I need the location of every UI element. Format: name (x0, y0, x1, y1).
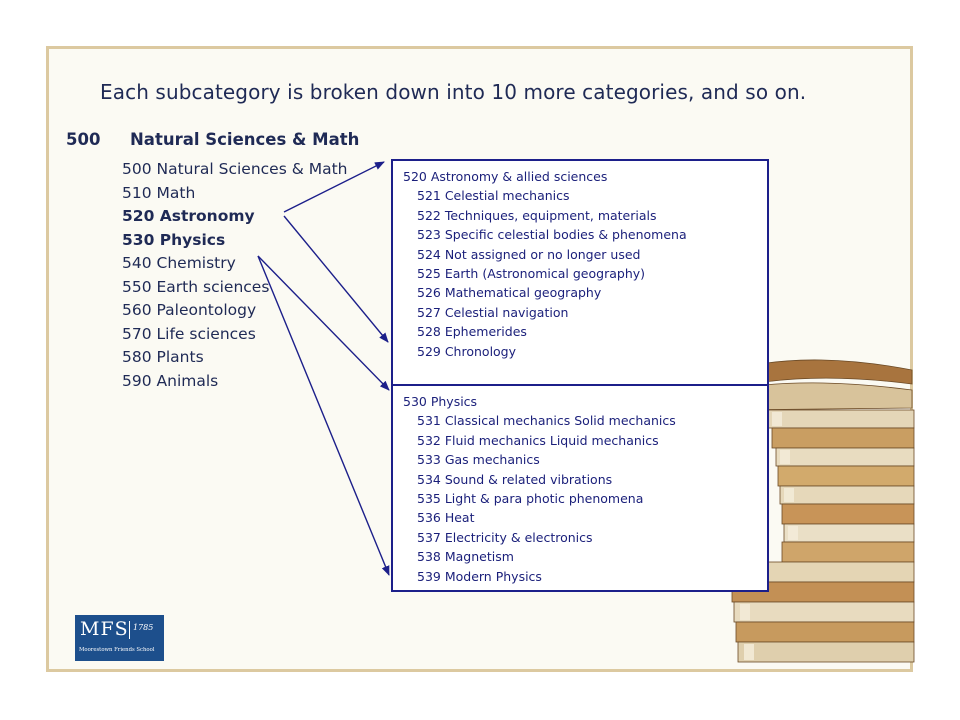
astronomy-subdivision-item: 522 Techniques, equipment, materials (417, 207, 657, 223)
subcategory-item: 560 Paleontology (122, 301, 257, 319)
logo-school-name: Moorestown Friends School (79, 647, 155, 653)
subcategory-item: 590 Animals (122, 371, 219, 390)
astronomy-subdivision-item: 525 Earth (Astronomical geography) (417, 266, 646, 282)
subcategory-item-physics: 530 Physics (122, 230, 226, 249)
arrow-physics-to-box-top (258, 256, 389, 390)
logo-divider (129, 621, 130, 639)
category-label: Natural Sciences & Math (130, 130, 360, 149)
slide-title: Each subcategory is broken down into 10 more categories, and so on. (100, 80, 807, 104)
school-logo (75, 615, 164, 661)
arrow-astronomy-to-box-bottom (284, 216, 388, 342)
physics-box-title: 530 Physics (403, 394, 478, 409)
physics-subdivision-item: 533 Gas mechanics (417, 452, 540, 468)
astronomy-subdivision-item: 523 Specific celestial bodies & phenomena (417, 227, 687, 243)
subcategory-item: 500 Natural Sciences & Math (122, 160, 348, 178)
astronomy-subdivision-item: 526 Mathematical geography (417, 285, 602, 301)
category-code: 500 (66, 130, 101, 149)
arrow-astronomy-to-box-top (284, 162, 384, 212)
logo-year: 1785 (133, 623, 154, 632)
physics-subdivision-item: 535 Light & para photic phenomena (417, 491, 644, 507)
physics-subdivision-item: 539 Modern Physics (417, 568, 542, 584)
astronomy-subdivision-item: 521 Celestial mechanics (417, 188, 570, 204)
astronomy-subdivision-item: 528 Ephemerides (417, 324, 527, 340)
subcategory-item: 550 Earth sciences (122, 277, 270, 296)
subcategory-item: 510 Math (122, 183, 196, 202)
physics-subdivision-item: 538 Magnetism (417, 549, 514, 565)
subcategory-item: 580 Plants (122, 348, 204, 366)
subcategory-item: 540 Chemistry (122, 254, 236, 272)
astronomy-subdivision-item: 529 Chronology (417, 343, 517, 359)
astronomy-box-title: 520 Astronomy & allied sciences (403, 169, 608, 184)
physics-subdivision-item: 532 Fluid mechanics Liquid mechanics (417, 432, 659, 448)
subcategory-item: 570 Life sciences (122, 324, 256, 343)
physics-subdivision-item: 536 Heat (417, 510, 475, 526)
physics-subdivision-item: 537 Electricity & electronics (417, 529, 593, 545)
physics-subdivision-item: 531 Classical mechanics Solid mechanics (417, 413, 676, 429)
astronomy-subdivision-item: 524 Not assigned or no longer used (417, 246, 641, 262)
logo-mark: MFS (80, 618, 129, 640)
subcategory-item-astronomy: 520 Astronomy (122, 207, 255, 225)
physics-subdivision-item: 534 Sound & related vibrations (417, 471, 613, 487)
astronomy-subdivision-item: 527 Celestial navigation (417, 304, 569, 320)
arrow-physics-to-box-bottom (258, 256, 389, 575)
